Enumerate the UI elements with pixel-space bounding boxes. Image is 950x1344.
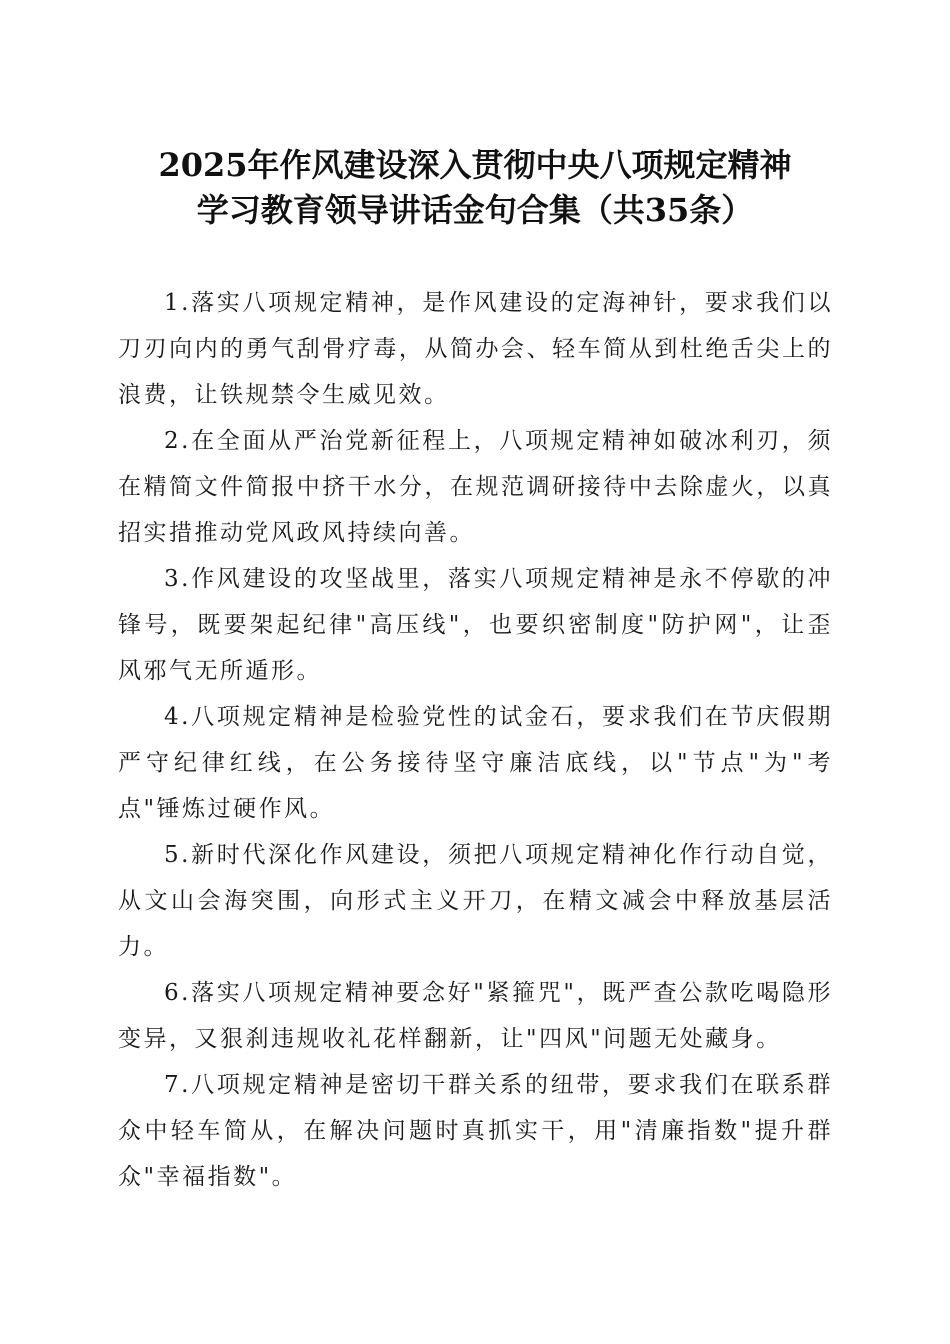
paragraph-3: 3.作风建设的攻坚战里，落实八项规定精神是永不停歇的冲锋号，既要架起纪律"高压线"，也要织密制度"防护网"，让歪风邪气无所遁形。 bbox=[118, 566, 833, 684]
paragraph-1: 1.落实八项规定精神，是作风建设的定海神针，要求我们以刀刃向内的勇气刮骨疗毒，从简办会、轻车简从到杜绝舌尖上的浪费，让铁规禁令生威见效。 bbox=[118, 290, 833, 408]
paragraph-2: 2.在全面从严治党新征程上，八项规定精神如破冰利刃，须在精简文件简报中挤干水分，在规范调研接待中去除虚火，以真招实措推动党风政风持续向善。 bbox=[118, 428, 833, 546]
paragraph-5: 5.新时代深化作风建设，须把八项规定精神化作行动自觉，从文山会海突围，向形式主义开刀，在精文减会中释放基层活力。 bbox=[118, 842, 833, 960]
paragraph-7: 7.八项规定精神是密切干群关系的纽带，要求我们在联系群众中轻车简从，在解决问题时真抓实干，用"清廉指数"提升群众"幸福指数"。 bbox=[118, 1072, 833, 1190]
paragraph-6: 6.落实八项规定精神要念好"紧箍咒"，既严查公款吃喝隐形变异，又狠刹违规收礼花样翻新，让"四风"问题无处藏身。 bbox=[118, 980, 833, 1052]
document-title-line-1: 2025年作风建设深入贯彻中央八项规定精神 bbox=[158, 146, 792, 184]
document-body bbox=[118, 280, 833, 1200]
paragraph-4: 4.八项规定精神是检验党性的试金石，要求我们在节庆假期严守纪律红线，在公务接待坚守廉洁底线，以"节点"为"考点"锤炼过硬作风。 bbox=[118, 704, 833, 822]
document-title-line-2: 学习教育领导讲话金句合集（共35条） bbox=[196, 191, 754, 229]
